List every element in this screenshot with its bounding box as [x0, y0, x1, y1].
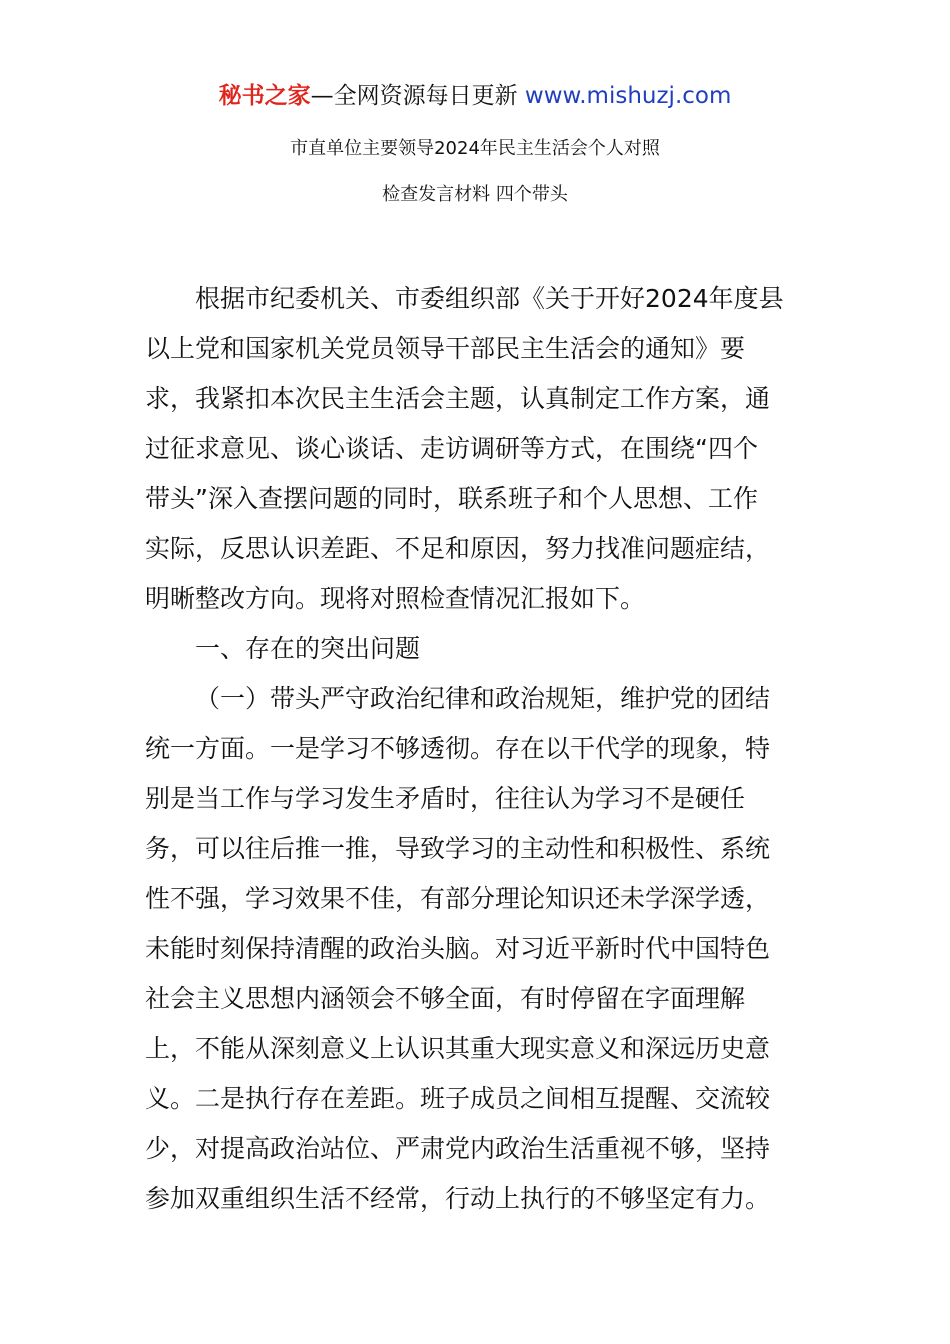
- text-line: 上，不能从深刻意义上认识其重大现实意义和深远历史意: [145, 1034, 771, 1063]
- text-line: 义。二是执行存在差距。班子成员之间相互提醒、交流较: [145, 1084, 771, 1113]
- text-line: 带头”深入查摆问题的同时，联系班子和个人思想、工作: [145, 484, 758, 513]
- text-line: 少，对提高政治站位、严肃党内政治生活重视不够，坚持: [145, 1134, 771, 1163]
- text-line: 性不强，学习效果不佳，有部分理论知识还未学深学透，: [145, 884, 771, 913]
- text-line: 明晰整改方向。现将对照检查情况汇报如下。: [145, 584, 646, 613]
- site-header: [0, 80, 950, 112]
- text-line: 根据市纪委机关、市委组织部《关于开好2024年度县: [195, 284, 784, 313]
- text-line: 以上党和国家机关党员领导干部民主生活会的通知》要: [145, 334, 746, 363]
- text-line: 务，可以往后推一推，导致学习的主动性和积极性、系统: [145, 834, 771, 863]
- header-tagline: —全网资源每日更新: [310, 83, 525, 109]
- text-line: 过征求意见、谈心谈话、走访调研等方式，在围绕“四个: [145, 434, 758, 463]
- document-body: [145, 274, 807, 1224]
- section-heading: [145, 624, 807, 674]
- site-url[interactable]: www.mishuzj.com: [524, 83, 732, 109]
- text-line: 参加双重组织生活不经常，行动上执行的不够坚定有力。: [145, 1184, 771, 1213]
- issue-paragraph: [145, 674, 807, 1224]
- text-line: 统一方面。一是学习不够透彻。存在以干代学的现象，特: [145, 734, 771, 763]
- section-heading-text: 一、存在的突出问题: [195, 634, 421, 663]
- brand-name: 秘书之家: [218, 83, 311, 109]
- title-line-1: 市直单位主要领导2024年民主生活会个人对照: [290, 138, 660, 159]
- text-line: 社会主义思想内涵领会不够全面，有时停留在字面理解: [145, 984, 746, 1013]
- intro-paragraph: [145, 274, 807, 624]
- text-line: 求，我紧扣本次民主生活会主题，认真制定工作方案，通: [145, 384, 771, 413]
- text-line: 别是当工作与学习发生矛盾时，往往认为学习不是硬任: [145, 784, 746, 813]
- text-line: 实际，反思认识差距、不足和原因，努力找准问题症结，: [145, 534, 771, 563]
- text-line: 未能时刻保持清醒的政治头脑。对习近平新时代中国特色: [145, 934, 771, 963]
- title-line-2: 检查发言材料 四个带头: [382, 184, 568, 205]
- document-title: [0, 126, 950, 218]
- text-line: （一）带头严守政治纪律和政治规矩，维护党的团结: [195, 684, 771, 713]
